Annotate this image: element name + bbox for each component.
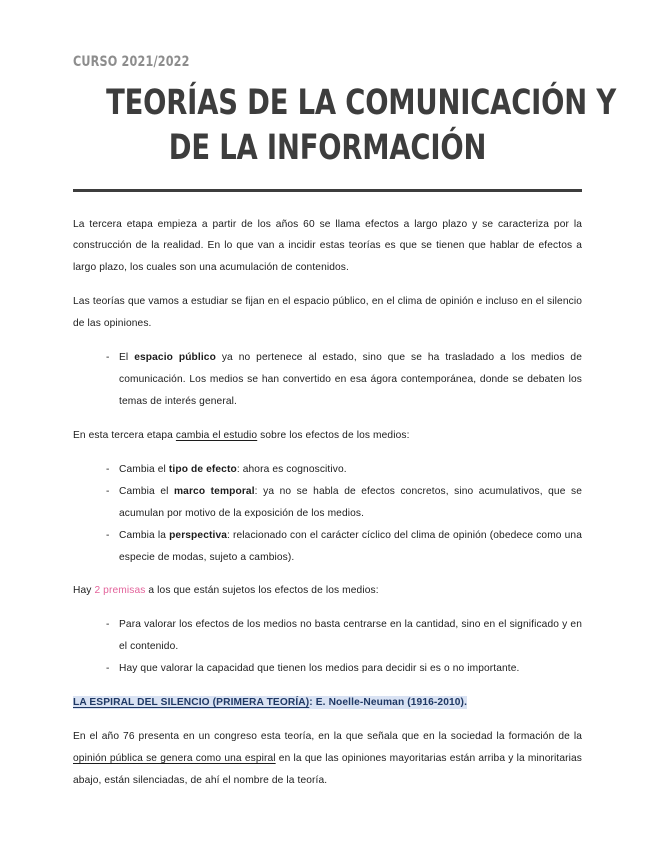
bullet-list-2 — [73, 459, 582, 569]
bullet-4-pre: Cambia la — [119, 529, 170, 541]
bullet-3-post: : ya no se habla de efectos concretos, sino acumulativos, que se acumulan por motivo de la exposición de los medios. — [119, 485, 583, 519]
paragraph-4-pre: Hay — [73, 585, 95, 597]
page-title-line-2: DE LA INFORMACIÓN — [168, 127, 487, 168]
bullet-3-bold: marco temporal — [174, 485, 255, 497]
paragraph-5-post: en la que las opiniones mayoritarias están arriba y la minoritarias abajo, están silenciadas, de ahí el nombre de la teoría. — [73, 752, 583, 786]
bullet-3-pre: Cambia el — [119, 485, 174, 497]
paragraph-1: La tercera etapa empieza a partir de los años 60 se llama efectos a largo plazo y se caracteriza por la construcción de la realidad. En lo que van a incidir estas teorías es que se tienen que hablar de efectos a largo plazo, los cuales son una acumulación de contenidos. — [73, 218, 582, 274]
section-heading-author: : E. Noelle-Neuman (1916-2010). — [309, 697, 468, 709]
bullet-2-post: : ahora es cognoscitivo. — [236, 463, 347, 475]
list-item — [73, 481, 582, 525]
paragraph-3-underline: cambia el estudio — [175, 429, 258, 441]
document-body — [73, 214, 582, 792]
course-label: CURSO 2021/2022 — [73, 54, 190, 70]
list-item — [73, 347, 582, 413]
paragraph-2: Las teorías que vamos a estudiar se fijan en el espacio público, en el clima de opinión e incluso en el silencio de las opiniones. — [73, 296, 582, 330]
bullet-list-3 — [73, 614, 582, 680]
paragraph-4-post: a los que están sujetos los efectos de los medios: — [145, 585, 379, 597]
paragraph-5 — [73, 726, 582, 792]
paragraph-5-underline: opinión pública se genera como una espiral — [73, 752, 276, 764]
bullet-list-1 — [73, 347, 582, 413]
paragraph-4 — [73, 580, 582, 602]
page-title — [106, 81, 617, 171]
list-item: - Hay que valorar la capacidad que tienen los medios para decidir si es o no importante. — [73, 658, 582, 680]
page-title-line-1: TEORÍAS DE LA COMUNICACIÓN Y — [106, 82, 617, 123]
paragraph-3 — [73, 425, 582, 447]
bullet-2-bold: tipo de efecto — [168, 463, 237, 475]
paragraph-5-pre: En el año 76 presenta en un congreso esta teoría, en la que señala que en la sociedad la formación de la — [73, 731, 582, 743]
paragraph-3-post: sobre los efectos de los medios: — [257, 429, 410, 441]
list-item: - Para valorar los efectos de los medios no basta centrarse en la cantidad, sino en el significado y en el contenido. — [73, 614, 582, 658]
bullet-1-bold: espacio público — [134, 352, 216, 364]
list-item — [73, 525, 582, 569]
premises-count-accent: 2 premisas — [94, 585, 146, 597]
bullet-1-post: ya no pertenece al estado, sino que se ha trasladado a los medios de comunicación. Los medios se han convertido en esa ágora contemporánea, donde se debaten los temas de interés general. — [119, 352, 582, 407]
section-heading-title: LA ESPIRAL DEL SILENCIO (PRIMERA TEORÍA) — [73, 697, 310, 709]
paragraph-3-pre: En esta tercera etapa — [73, 429, 176, 441]
bullet-1-pre: El — [119, 352, 135, 364]
bullet-4-bold: perspectiva — [169, 529, 228, 541]
section-heading-highlight — [73, 696, 467, 709]
bullet-4-post: : relacionado con el carácter cíclico del clima de opinión (obedece como una especie de modas, sujeto a cambios). — [119, 529, 582, 563]
title-divider — [73, 189, 582, 192]
list-item — [73, 459, 582, 481]
bullet-2-pre: Cambia el — [119, 463, 169, 475]
section-heading-espiral-del-silencio — [73, 692, 582, 714]
